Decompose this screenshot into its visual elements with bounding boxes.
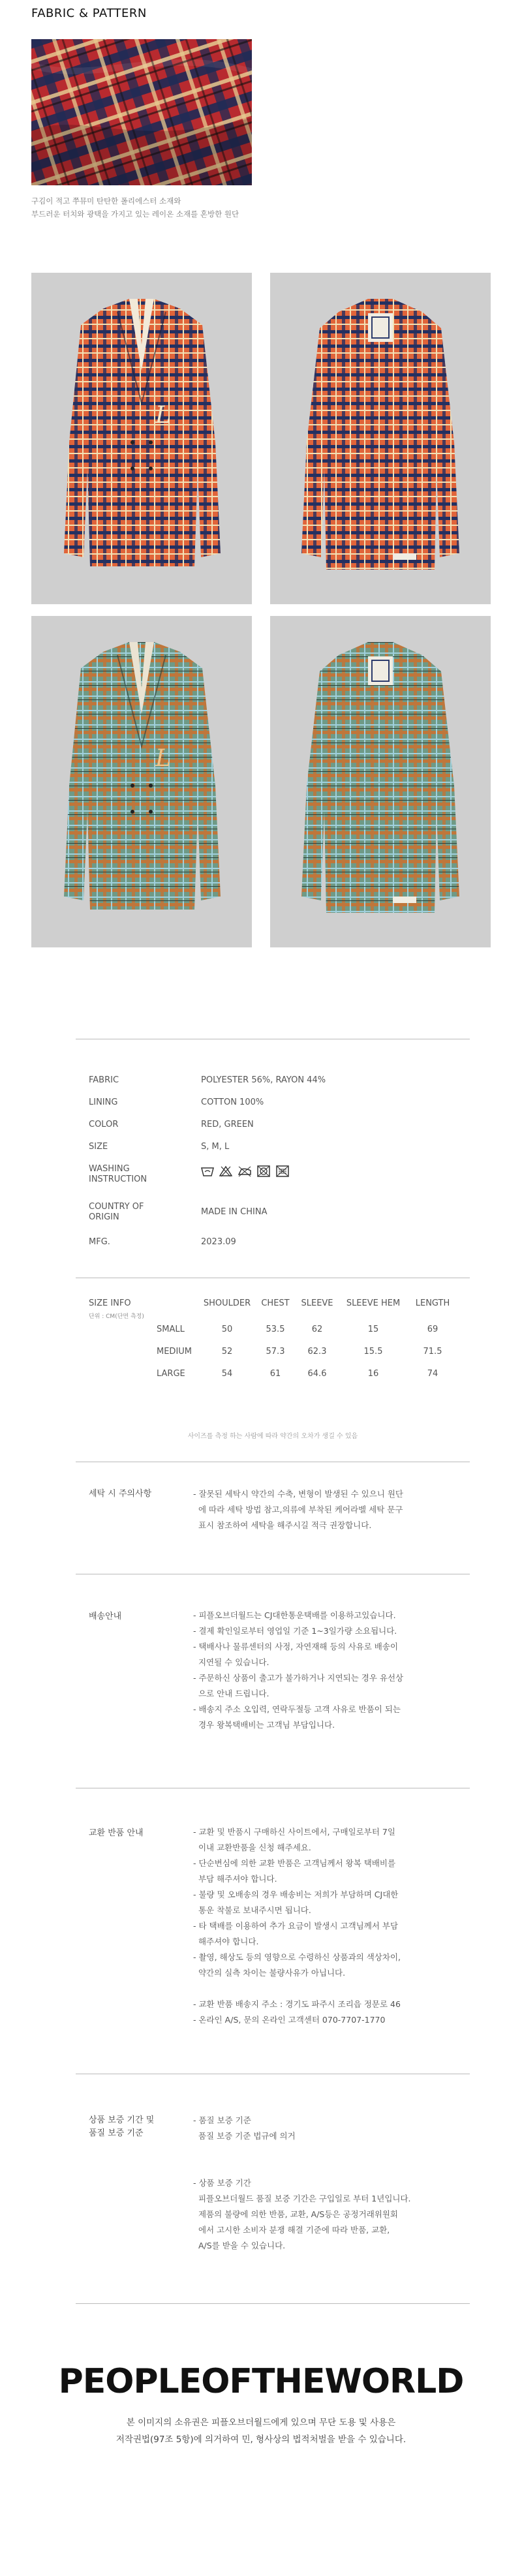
size-value: 62.3 — [307, 1347, 327, 1357]
spec-value: POLYESTER 56%, RAYON 44% — [201, 1075, 326, 1085]
no-tumble-dry-icon — [276, 1165, 289, 1177]
exchange-line: - 교환 및 반품시 구매하신 사이트에서, 구매일로부터 7일 — [193, 1827, 395, 1837]
spec-value: MADE IN CHINA — [201, 1207, 268, 1217]
spec-row-mfg — [89, 1237, 480, 1259]
warranty-line: - 상품 보증 기간 — [193, 2178, 251, 2188]
warranty-line: 에서 고시한 소비자 분쟁 해결 기준에 따라 반품, 교환, — [193, 2225, 390, 2235]
brand-logo: PEOPLEOFTHEWORLD — [58, 2362, 464, 2401]
jacket-red-front-photo — [31, 273, 252, 604]
spec-row-fabric — [89, 1075, 480, 1097]
warranty-line: 피플오브더월드 품질 보증 기간은 구입일로 부터 1년입니다. — [193, 2194, 411, 2203]
size-info-unit: 단위 : CM(단면 측정) — [89, 1313, 144, 1320]
exchange-line: - 촬영, 해상도 등의 영향으로 수령하신 상품과의 색상차이, — [193, 1952, 401, 1962]
spec-row-color — [89, 1120, 480, 1142]
spec-label: LINING — [89, 1097, 118, 1107]
size-value: 53.5 — [266, 1325, 285, 1334]
copyright-line: 저작권법(97조 5항)에 의거하여 민, 형사상의 법적처벌을 받을 수 있습니다. — [115, 2434, 407, 2445]
dry-clean-icon — [257, 1165, 270, 1177]
size-value: 61 — [269, 1369, 281, 1379]
exchange-line: - 온라인 A/S, 문의 온라인 고객센터 070-7707-1770 — [193, 2015, 386, 2025]
spec-label: SIZE — [89, 1142, 108, 1152]
size-label: LARGE — [157, 1369, 185, 1379]
col-header: SLEEVE HEM — [346, 1298, 401, 1308]
warranty-line: 제품의 불량에 의한 반품, 교환, A/S등은 공정거래위원회 — [193, 2209, 399, 2219]
exchange-line: 부담 해주셔야 합니다. — [193, 1874, 277, 1884]
spec-row-origin — [89, 1202, 480, 1231]
fabric-desc-line: 구김이 적고 쭈뮤미 탄탄한 폴리에스터 소재와 — [31, 196, 181, 206]
size-value: 15 — [367, 1325, 379, 1334]
fabric-desc-line: 부드러운 터치와 광택을 가지고 있는 레이온 소재를 혼방한 원단 — [31, 209, 239, 219]
jacket-red-back-photo — [270, 273, 491, 604]
col-header: LENGTH — [415, 1298, 450, 1308]
exchange-line: 통운 착불로 보내주시면 됩니다. — [193, 1905, 311, 1915]
size-info-title: SIZE INFO — [89, 1298, 131, 1308]
warranty-line: 품질 보증 기준 법규에 의거 — [193, 2131, 296, 2141]
col-header: CHEST — [261, 1298, 290, 1308]
wash-notice-list — [193, 1486, 454, 1533]
spec-value: S, M, L — [201, 1142, 230, 1152]
spec-label: COLOR — [89, 1120, 119, 1129]
jacket-green-back-photo — [270, 616, 491, 947]
wash-notice-line: - 잘못된 세탁시 약간의 수축, 변형이 발생된 수 있으니 원단 — [193, 1489, 403, 1499]
spec-label: COUNTRY OF ORIGIN — [89, 1202, 144, 1222]
size-value: 15.5 — [363, 1347, 383, 1357]
size-value: 57.3 — [266, 1347, 285, 1357]
warranty-line: - 품질 보증 기준 — [193, 2115, 251, 2125]
spec-label: FABRIC — [89, 1075, 119, 1085]
fabric-description — [31, 194, 331, 221]
exchange-title: 교환 반품 안내 — [89, 1828, 144, 1838]
jacket-green-front-photo — [31, 616, 252, 947]
size-value: 62 — [311, 1325, 323, 1334]
copyright-line: 본 이미지의 소유권은 피플오브더월드에게 있으며 무단 도용 및 사용은 — [126, 2417, 396, 2428]
exchange-line: - 단순변심에 의한 교환 반품은 고객님께서 왕복 택배비를 — [193, 1858, 396, 1868]
exchange-line: 해주셔야 합니다. — [193, 1937, 259, 1946]
size-value: 52 — [221, 1347, 233, 1357]
shipping-line: - 택배사나 물류센터의 사정, 자연재해 등의 사유로 배송이 — [193, 1642, 399, 1651]
size-label: SMALL — [157, 1325, 185, 1334]
shipping-title: 배송안내 — [89, 1612, 122, 1621]
spec-row-size — [89, 1142, 480, 1164]
hand-wash-icon — [201, 1165, 214, 1177]
spec-label: WASHING INSTRUCTION — [89, 1164, 147, 1184]
exchange-line: - 불량 및 오배송의 경우 배송비는 저희가 부담하며 CJ대한 — [193, 1890, 399, 1899]
size-value: 69 — [427, 1325, 438, 1334]
shipping-line: - 결제 확인일로부터 영업일 기준 1~3일가량 소요됩니다. — [193, 1626, 397, 1636]
exchange-line: - 타 택배를 이용하여 추가 요금이 발생시 고객님께서 부담 — [193, 1921, 399, 1931]
spec-row-washing — [89, 1164, 480, 1190]
copyright-notice — [0, 2414, 522, 2448]
exchange-line — [193, 1981, 454, 1997]
no-bleach-icon — [219, 1165, 232, 1177]
size-value: 74 — [427, 1369, 438, 1379]
spec-label: MFG. — [89, 1237, 110, 1247]
spec-value: 2023.09 — [201, 1237, 236, 1247]
size-note: 사이즈를 측정 하는 사람에 따라 약간의 오차가 생길 수 있음 — [187, 1433, 358, 1440]
spec-row-lining — [89, 1097, 480, 1120]
fabric-section-title: FABRIC & PATTERN — [31, 7, 147, 20]
exchange-list — [193, 1824, 454, 2028]
size-value: 71.5 — [423, 1347, 442, 1357]
size-value: 54 — [221, 1369, 233, 1379]
warranty-list-a — [193, 2113, 454, 2144]
spec-value: RED, GREEN — [201, 1120, 254, 1129]
spec-value: COTTON 100% — [201, 1097, 264, 1107]
warranty-title — [89, 2114, 154, 2140]
col-header: SLEEVE — [301, 1298, 333, 1308]
wash-notice-line: 에 따라 세탁 방법 참고,의류에 부착된 케어라벨 세탁 문구 — [193, 1505, 403, 1514]
divider — [76, 2303, 470, 2304]
iron-icon — [238, 1165, 252, 1177]
warranty-title-line: 품질 보증 기준 — [89, 2128, 144, 2138]
washing-icons — [201, 1165, 292, 1177]
exchange-line: - 교환 반품 배송지 주소 : 경기도 파주시 조리읍 정문로 46 — [193, 1999, 401, 2009]
fabric-swatch-image — [31, 39, 252, 185]
size-info-table — [89, 1298, 480, 1396]
exchange-line: 이내 교환반품을 신청 해주세요. — [193, 1843, 311, 1852]
size-value: 64.6 — [307, 1369, 327, 1379]
warranty-line: A/S를 받을 수 있습니다. — [193, 2241, 286, 2250]
svg-text:L: L — [155, 745, 171, 772]
shipping-list — [193, 1608, 454, 1733]
shipping-line: - 배송지 주소 오입력, 연락두절등 고객 사유로 반품이 되는 — [193, 1704, 401, 1714]
shipping-line: - 주문하신 상품이 출고가 불가하거나 지연되는 경우 유선상 — [193, 1673, 404, 1683]
size-label: MEDIUM — [157, 1347, 192, 1357]
wash-notice-line: 표시 참조하여 세탁을 해주시길 적극 권장합니다. — [193, 1520, 372, 1530]
warranty-list-b — [193, 2175, 454, 2254]
col-header: SHOULDER — [203, 1298, 251, 1308]
wash-notice-title: 세탁 시 주의사항 — [89, 1489, 152, 1499]
shipping-line: 지연될 수 있습니다. — [193, 1657, 269, 1667]
shipping-line: 경우 왕복택배비는 고객님 부담입니다. — [193, 1720, 335, 1730]
size-value: 50 — [221, 1325, 233, 1334]
shipping-line: 으로 안내 드립니다. — [193, 1689, 269, 1698]
svg-text:L: L — [155, 402, 171, 429]
size-value: 16 — [367, 1369, 379, 1379]
shipping-line: - 피플오브더월드는 CJ대한통운택배를 이용하고있습니다. — [193, 1610, 396, 1620]
exchange-line: 약간의 실측 차이는 불량사유가 아닙니다. — [193, 1968, 346, 1978]
warranty-title-line: 상품 보증 기간 및 — [89, 2115, 155, 2125]
